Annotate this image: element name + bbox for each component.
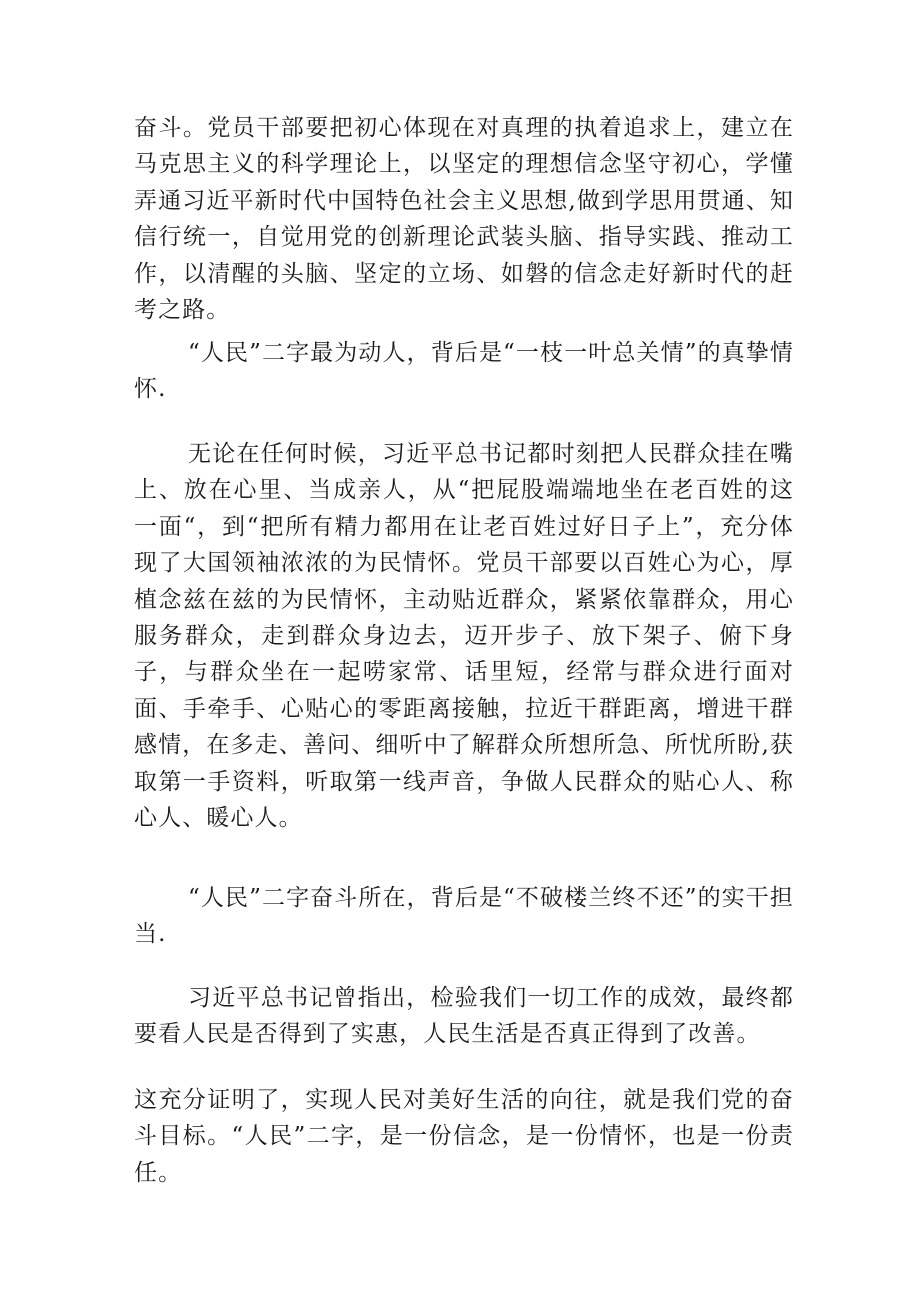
paragraph-initial-aspiration: 奋斗。党员干部要把初心体现在对真理的执着追求上，建立在马克思主义的科学理论上，以坚定的理想信念坚守初心，学懂弄通习近平新时代中国特色社会主义思想,做到学思用贯通、知信行统一，自觉用党的创新理论武装头脑、指导实践、推动工作，以清醒的头脑、坚定的立场、如磐的信念走好新时代的赶考之路。	[134, 115, 794, 324]
section-heading-people-struggle: “人民”二字奋斗所在，背后是“不破楼兰终不还”的实干担当.	[134, 885, 794, 948]
paragraph-work-results: 习近平总书记曾指出，检验我们一切工作的成效，最终都要看人民是否得到了实惠，人民生活是否真正得到了改善。	[134, 985, 794, 1048]
paragraph-people-sentiment: 无论在任何时候，习近平总书记都时刻把人民群众挂在嘴上、放在心里、当成亲人，从“把屁股端端地坐在老百姓的这一面“，到“把所有精力都用在让老百姓过好日子上”，充分体现了大国领袖浓浓的为民情怀。党员干部要以百姓心为心，厚植念兹在兹的为民情怀，主动贴近群众，紧紧依靠群众，用心服务群众，走到群众身边去，迈开步子、放下架子、俯下身子，与群众坐在一起唠家常、话里短，经常与群众进行面对面、手牵手、心贴心的零距离接触，拉近干群距离，增进干群感情，在多走、善问、细听中了解群众所想所急、所忧所盼,获取第一手资料，听取第一线声音，争做人民群众的贴心人、称心人、暖心人。	[134, 441, 794, 832]
paragraph-party-goal: 这充分证明了，实现人民对美好生活的向往，就是我们党的奋斗目标。“人民”二字，是一份信念，是一份情怀，也是一份责任。	[134, 1087, 794, 1186]
section-heading-people-moving: “人民”二字最为动人，背后是“一枝一叶总关情”的真挚情怀.	[134, 340, 794, 403]
